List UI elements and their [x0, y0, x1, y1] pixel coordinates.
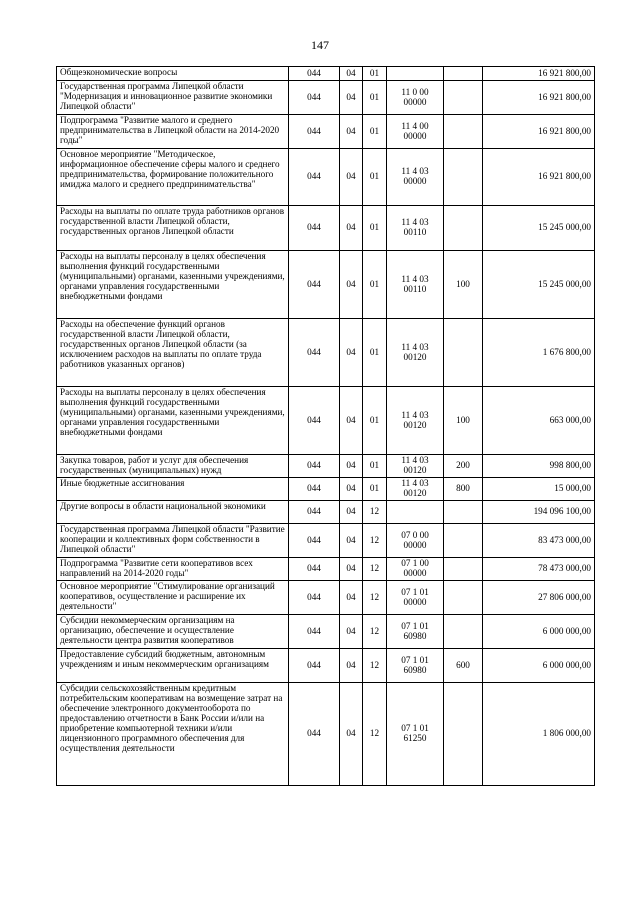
- row-grbs-code: 044: [289, 501, 340, 524]
- row-section-code: 04: [340, 81, 363, 115]
- row-subsection-code: 01: [363, 478, 387, 501]
- row-expense-type: [444, 558, 483, 581]
- row-expense-type: 100: [444, 387, 483, 455]
- row-section-code: 04: [340, 455, 363, 478]
- row-expense-type: [444, 501, 483, 524]
- row-name: Расходы на выплаты персоналу в целях обеспечения выполнения функций государственными (муниципальными) органами, казенными учреждениями, органами управления государственными внебюджетными фондами: [57, 251, 289, 319]
- table-row: [57, 67, 595, 81]
- row-amount: 194 096 100,00: [483, 501, 595, 524]
- row-grbs-code: 044: [289, 524, 340, 558]
- table-row: [57, 387, 595, 455]
- row-expense-type: 100: [444, 251, 483, 319]
- row-section-code: 04: [340, 581, 363, 615]
- row-name: Подпрограмма "Развитие малого и среднего предпринимательства в Липецкой области на 2014-2020 годы": [57, 115, 289, 149]
- row-name: Основное мероприятие "Стимулирование организаций кооперативов, осуществление и расширение их деятельности": [57, 581, 289, 615]
- row-name: Общеэкономические вопросы: [57, 67, 289, 81]
- table-row: [57, 115, 595, 149]
- row-section-code: 04: [340, 558, 363, 581]
- row-grbs-code: 044: [289, 683, 340, 786]
- table-row: [57, 649, 595, 683]
- row-section-code: 04: [340, 206, 363, 251]
- row-expense-type: [444, 524, 483, 558]
- row-amount: 663 000,00: [483, 387, 595, 455]
- row-target-article: 07 1 01 60980: [387, 615, 444, 649]
- row-section-code: 04: [340, 501, 363, 524]
- row-subsection-code: 01: [363, 251, 387, 319]
- budget-table: [56, 66, 595, 786]
- row-target-article: 07 1 00 00000: [387, 558, 444, 581]
- row-subsection-code: 12: [363, 683, 387, 786]
- row-section-code: 04: [340, 387, 363, 455]
- row-target-article: 07 1 01 60980: [387, 649, 444, 683]
- row-subsection-code: 01: [363, 81, 387, 115]
- table-row: [57, 683, 595, 786]
- row-section-code: 04: [340, 67, 363, 81]
- row-target-article: 11 4 03 00120: [387, 455, 444, 478]
- row-amount: 16 921 800,00: [483, 149, 595, 206]
- table-row: [57, 81, 595, 115]
- page-number: 147: [311, 38, 329, 52]
- row-name: Расходы на выплаты персоналу в целях обеспечения выполнения функций государственными (муниципальными) органами, казенными учреждениями, органами управления государственными внебюджетными фондами: [57, 387, 289, 455]
- table-row: [57, 581, 595, 615]
- row-section-code: 04: [340, 149, 363, 206]
- row-subsection-code: 12: [363, 615, 387, 649]
- row-subsection-code: 01: [363, 206, 387, 251]
- row-subsection-code: 12: [363, 524, 387, 558]
- row-name: Другие вопросы в области национальной экономики: [57, 501, 289, 524]
- row-target-article: 11 4 03 00110: [387, 206, 444, 251]
- row-name: Расходы на выплаты по оплате труда работников органов государственной власти Липецкой области, государственных органов Липецкой области: [57, 206, 289, 251]
- row-expense-type: [444, 149, 483, 206]
- row-amount: 1 806 000,00: [483, 683, 595, 786]
- row-grbs-code: 044: [289, 455, 340, 478]
- row-subsection-code: 01: [363, 455, 387, 478]
- row-expense-type: [444, 206, 483, 251]
- row-name: Предоставление субсидий бюджетным, автономным учреждениям и иным некоммерческим организациям: [57, 649, 289, 683]
- table-row: [57, 478, 595, 501]
- row-amount: 998 800,00: [483, 455, 595, 478]
- table-row: [57, 319, 595, 387]
- row-name: Государственная программа Липецкой области "Развитие кооперации и коллективных форм собственности в Липецкой области": [57, 524, 289, 558]
- table-row: [57, 615, 595, 649]
- row-target-article: 11 4 03 00110: [387, 251, 444, 319]
- row-target-article: [387, 501, 444, 524]
- row-target-article: 07 0 00 00000: [387, 524, 444, 558]
- row-grbs-code: 044: [289, 558, 340, 581]
- row-target-article: 11 4 03 00120: [387, 319, 444, 387]
- row-amount: 15 245 000,00: [483, 251, 595, 319]
- row-subsection-code: 01: [363, 67, 387, 81]
- table-row: [57, 501, 595, 524]
- row-section-code: 04: [340, 478, 363, 501]
- row-section-code: 04: [340, 251, 363, 319]
- row-target-article: 07 1 01 61250: [387, 683, 444, 786]
- row-amount: 83 473 000,00: [483, 524, 595, 558]
- row-subsection-code: 12: [363, 581, 387, 615]
- row-name: Субсидии сельскохозяйственным кредитным потребительским кооперативам на возмещение затрат на обеспечение электронного документооборота по предоставлению отчетности в Банк России и/или на приобретение компьютерной техники и/или лицензионного программного обеспечения для осуществления деятельности: [57, 683, 289, 786]
- row-target-article: [387, 67, 444, 81]
- row-amount: 6 000 000,00: [483, 649, 595, 683]
- table-row: [57, 455, 595, 478]
- row-subsection-code: 01: [363, 115, 387, 149]
- row-expense-type: [444, 683, 483, 786]
- row-amount: 27 806 000,00: [483, 581, 595, 615]
- row-section-code: 04: [340, 649, 363, 683]
- row-grbs-code: 044: [289, 206, 340, 251]
- row-grbs-code: 044: [289, 67, 340, 81]
- row-grbs-code: 044: [289, 581, 340, 615]
- row-subsection-code: 01: [363, 387, 387, 455]
- row-grbs-code: 044: [289, 319, 340, 387]
- row-amount: 78 473 000,00: [483, 558, 595, 581]
- row-target-article: 11 4 03 00120: [387, 387, 444, 455]
- row-grbs-code: 044: [289, 615, 340, 649]
- row-expense-type: [444, 319, 483, 387]
- table-row: [57, 251, 595, 319]
- table-row: [57, 149, 595, 206]
- row-section-code: 04: [340, 524, 363, 558]
- row-grbs-code: 044: [289, 149, 340, 206]
- row-expense-type: 600: [444, 649, 483, 683]
- row-subsection-code: 01: [363, 149, 387, 206]
- row-grbs-code: 044: [289, 251, 340, 319]
- row-grbs-code: 044: [289, 81, 340, 115]
- budget-table-body: [57, 67, 595, 786]
- row-name: Подпрограмма "Развитие сети кооперативов всех направлений на 2014-2020 годы": [57, 558, 289, 581]
- row-amount: 6 000 000,00: [483, 615, 595, 649]
- row-expense-type: [444, 115, 483, 149]
- row-target-article: 11 4 03 00120: [387, 478, 444, 501]
- row-subsection-code: 12: [363, 501, 387, 524]
- row-subsection-code: 12: [363, 558, 387, 581]
- row-grbs-code: 044: [289, 387, 340, 455]
- row-section-code: 04: [340, 319, 363, 387]
- row-grbs-code: 044: [289, 115, 340, 149]
- row-expense-type: [444, 581, 483, 615]
- table-row: [57, 558, 595, 581]
- row-section-code: 04: [340, 683, 363, 786]
- row-amount: 15 000,00: [483, 478, 595, 501]
- row-target-article: 11 4 00 00000: [387, 115, 444, 149]
- row-amount: 16 921 800,00: [483, 67, 595, 81]
- row-name: Субсидии некоммерческим организациям на организацию, обеспечение и осуществление деятельности центра развития кооперативов: [57, 615, 289, 649]
- row-name: Расходы на обеспечение функций органов государственной власти Липецкой области, государственных органов Липецкой области (за исключением расходов на выплаты по оплате труда работников указанных органов): [57, 319, 289, 387]
- row-subsection-code: 01: [363, 319, 387, 387]
- row-name: Государственная программа Липецкой области "Модернизация и инновационное развитие экономики Липецкой области": [57, 81, 289, 115]
- row-grbs-code: 044: [289, 649, 340, 683]
- row-expense-type: [444, 615, 483, 649]
- row-amount: 16 921 800,00: [483, 81, 595, 115]
- row-target-article: 07 1 01 00000: [387, 581, 444, 615]
- row-grbs-code: 044: [289, 478, 340, 501]
- row-name: Иные бюджетные ассигнования: [57, 478, 289, 501]
- row-target-article: 11 4 03 00000: [387, 149, 444, 206]
- row-amount: 1 676 800,00: [483, 319, 595, 387]
- row-name: Основное мероприятие "Методическое, информационное обеспечение сферы малого и среднего предпринимательства, формирование положительного имиджа малого и среднего предпринимательства": [57, 149, 289, 206]
- table-row: [57, 524, 595, 558]
- row-subsection-code: 12: [363, 649, 387, 683]
- row-expense-type: 200: [444, 455, 483, 478]
- row-expense-type: [444, 67, 483, 81]
- row-expense-type: 800: [444, 478, 483, 501]
- row-section-code: 04: [340, 615, 363, 649]
- row-expense-type: [444, 81, 483, 115]
- row-name: Закупка товаров, работ и услуг для обеспечения государственных (муниципальных) нужд: [57, 455, 289, 478]
- row-target-article: 11 0 00 00000: [387, 81, 444, 115]
- row-amount: 16 921 800,00: [483, 115, 595, 149]
- row-amount: 15 245 000,00: [483, 206, 595, 251]
- table-row: [57, 206, 595, 251]
- row-section-code: 04: [340, 115, 363, 149]
